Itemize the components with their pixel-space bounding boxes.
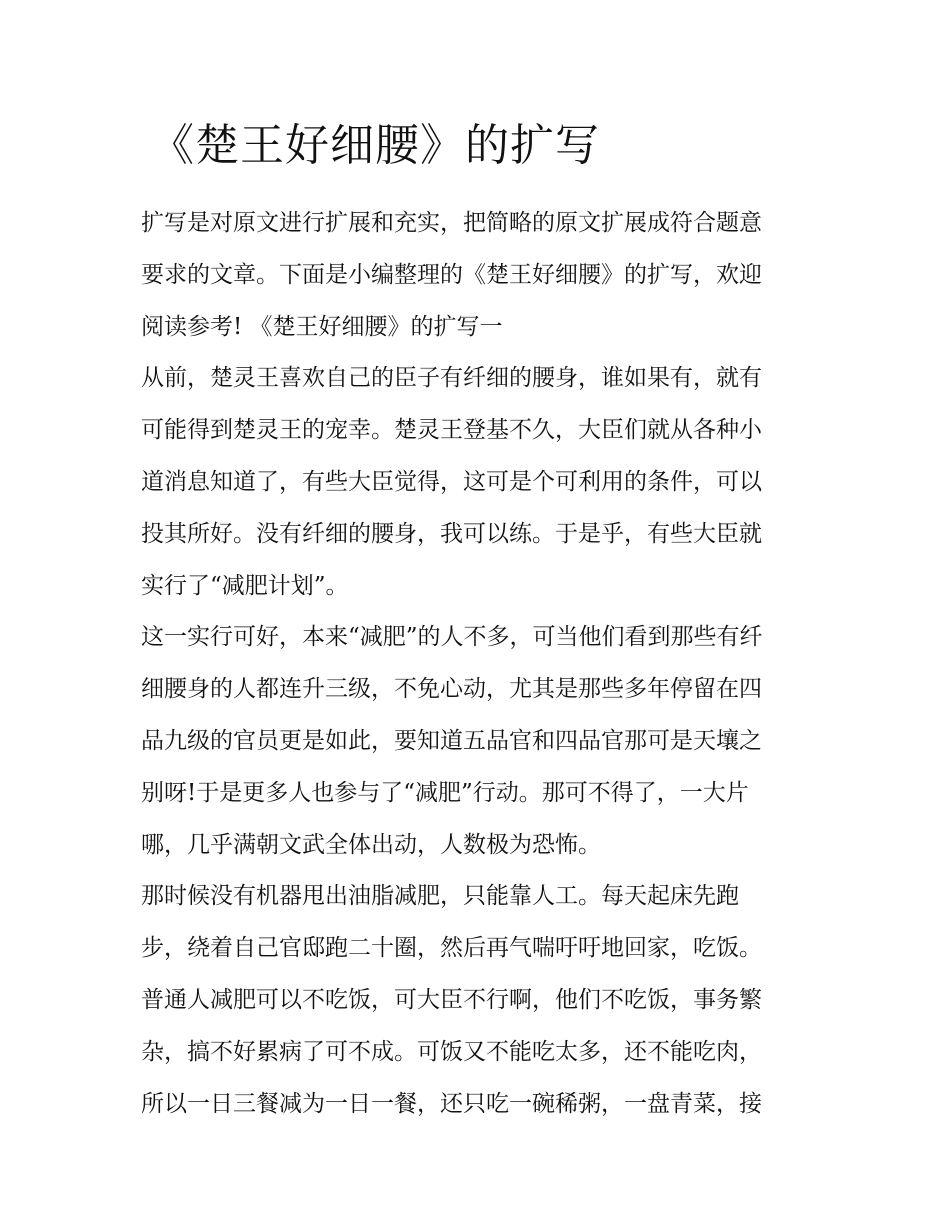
text-line: 别呀!于是更多人也参与了“减肥”行动。那可不得了，一大片	[141, 779, 749, 806]
text-line: 实行了“减肥计划”。	[141, 572, 349, 599]
text-line: 细腰身的人都连升三级，不免心动，尤其是那些多年停留在四	[141, 676, 762, 703]
text-line: 可能得到楚灵王的宠幸。楚灵王登基不久，大臣们就从各种小	[141, 417, 762, 444]
text-line: 所以一日三餐减为一日一餐，还只吃一碗稀粥，一盘青菜，接	[141, 1090, 762, 1117]
text-line: 阅读参考! 《楚王好细腰》的扩写一	[141, 313, 503, 340]
text-line: 步，绕着自己官邸跑二十圈，然后再气喘吁吁地回家，吃饭。	[141, 935, 762, 962]
text-line: 那时候没有机器甩出油脂减肥，只能靠人工。每天起床先跑	[141, 883, 739, 910]
text-line: 扩写是对原文进行扩展和充实，把简略的原文扩展成符合题意	[141, 210, 762, 236]
text-line: 这一实行可好，本来“减肥”的人不多，可当他们看到那些有纤	[141, 624, 763, 651]
text-line: 品九级的官员更是如此，要知道五品官和四品官那可是天壤之	[141, 727, 762, 754]
text-line: 从前，楚灵王喜欢自己的臣子有纤细的腰身，谁如果有，就有	[141, 365, 762, 392]
text-line: 普通人减肥可以不吃饭，可大臣不行啊，他们不吃饭，事务繁	[141, 986, 762, 1013]
document-title: 《楚王好细腰》的扩写	[150, 120, 600, 171]
text-line: 要求的文章。下面是小编整理的《楚王好细腰》的扩写，欢迎	[141, 261, 762, 288]
text-line: 道消息知道了，有些大臣觉得，这可是个可利用的条件，可以	[141, 468, 762, 495]
document-body	[141, 198, 813, 1130]
text-line: 杂，搞不好累病了可不成。可饭又不能吃太多，还不能吃肉，	[141, 1038, 762, 1065]
text-line: 哪，几乎满朝文武全体出动，人数极为恐怖。	[141, 831, 601, 858]
text-line: 投其所好。没有纤细的腰身，我可以练。于是乎，有些大臣就	[141, 520, 762, 547]
